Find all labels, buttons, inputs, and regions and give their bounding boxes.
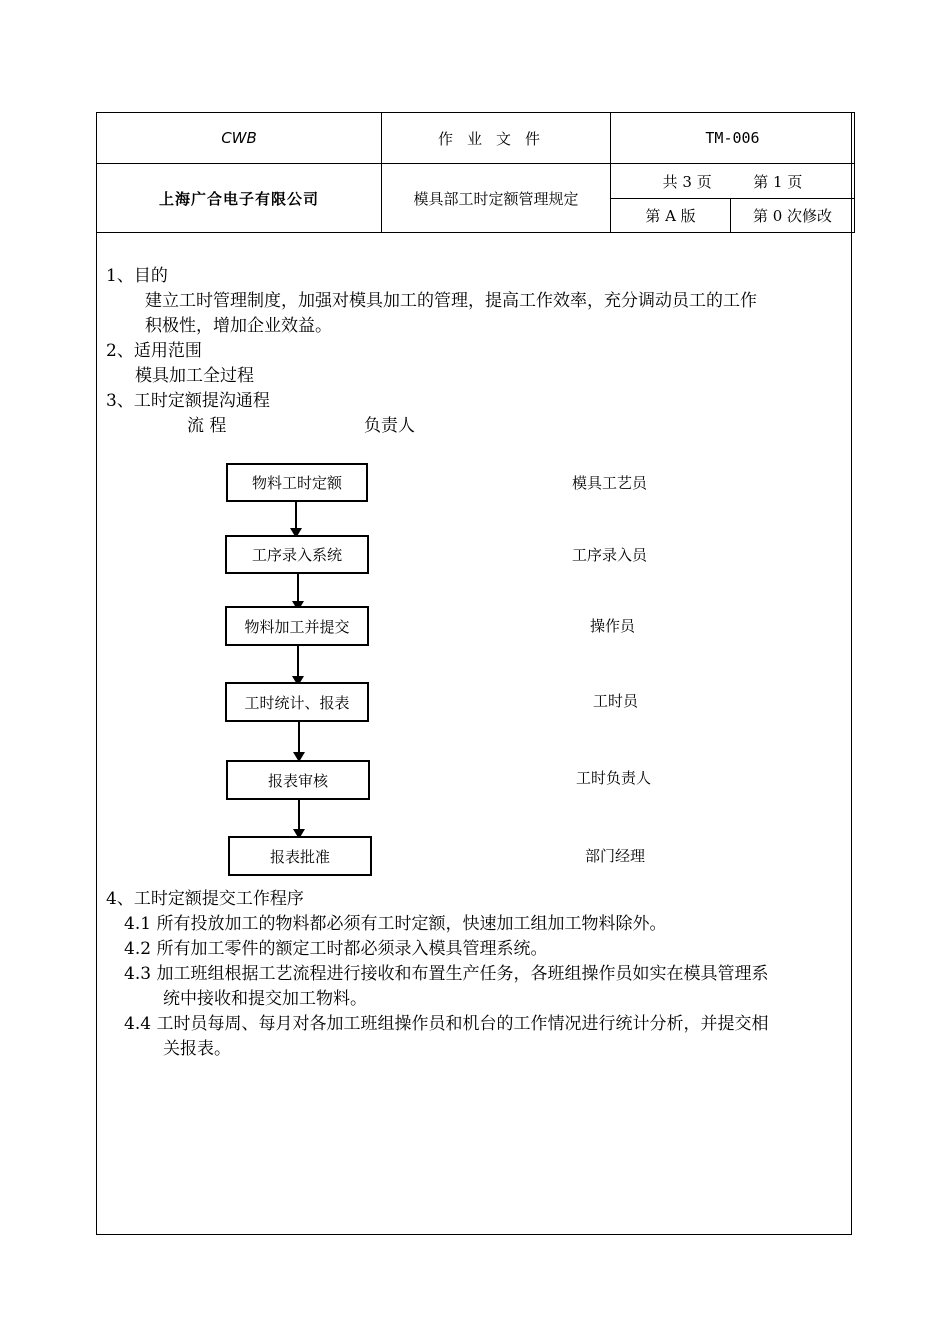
section-2-heading: 2、适用范围 [106,341,202,361]
flow-owner: 工序录入员 [572,546,648,564]
flow-arrow [297,646,299,684]
section-4-item-4: 4.4 工时员每周、每月对各加工班组操作员和机台的工作情况进行统计分析，并提交相 [124,1014,769,1034]
flow-step-box: 工序录入系统 [225,535,369,574]
section-4-item-2: 4.2 所有加工零件的额定工时都必须录入模具管理系统。 [124,939,548,959]
flow-owner: 操作员 [590,617,636,635]
total-pages: 共 3 页 [662,172,712,191]
section-4-item-1: 4.1 所有投放加工的物料都必须有工时定额，快速加工组加工物料除外。 [124,914,667,934]
company-logo: CWB [97,113,382,164]
flow-step-box: 报表审核 [226,760,370,800]
section-3-heading: 3、工时定额提沟通程 [106,391,270,411]
flow-arrow [297,574,299,609]
document-body [96,232,852,1235]
flow-step-box: 物料加工并提交 [225,606,369,646]
flow-owner: 模具工艺员 [572,474,648,492]
section-1-heading: 1、目的 [106,266,168,286]
flow-arrow [295,502,297,536]
section-4-item-3-cont: 统中接收和提交加工物料。 [163,989,367,1009]
flow-arrow [298,722,300,760]
document-code: TM-006 [611,113,855,164]
version: 第 A 版 [611,199,731,233]
section-1-text-line-2: 积极性，增加企业效益。 [145,316,332,336]
section-1-text-line-1: 建立工时管理制度，加强对模具加工的管理，提高工作效率，充分调动员工的工作 [145,291,757,311]
section-4-item-3: 4.3 加工班组根据工艺流程进行接收和布置生产任务，各班组操作员如实在模具管理系 [124,964,769,984]
current-page: 第 1 页 [753,172,803,191]
owner-column-header: 负责人 [364,416,415,436]
flow-step-box: 报表批准 [228,836,372,876]
flow-owner: 部门经理 [585,847,646,865]
document-type: 作业文件 [382,113,611,164]
flow-column-header: 流 程 [187,416,227,436]
flow-owner: 工时员 [593,692,639,710]
flow-arrow [298,800,300,837]
page-info [611,164,855,199]
flow-step-box: 物料工时定额 [226,463,368,502]
document-title: 模具部工时定额管理规定 [382,164,611,233]
section-4-item-4-cont: 关报表。 [163,1039,231,1059]
section-4-heading: 4、工时定额提交工作程序 [106,889,304,909]
section-2-text: 模具加工全过程 [135,366,254,386]
document-header-table [96,112,855,233]
flow-step-box: 工时统计、报表 [225,682,369,722]
company-name: 上海广合电子有限公司 [97,164,382,233]
revision: 第 0 次修改 [731,199,855,233]
flow-owner: 工时负责人 [576,769,652,787]
